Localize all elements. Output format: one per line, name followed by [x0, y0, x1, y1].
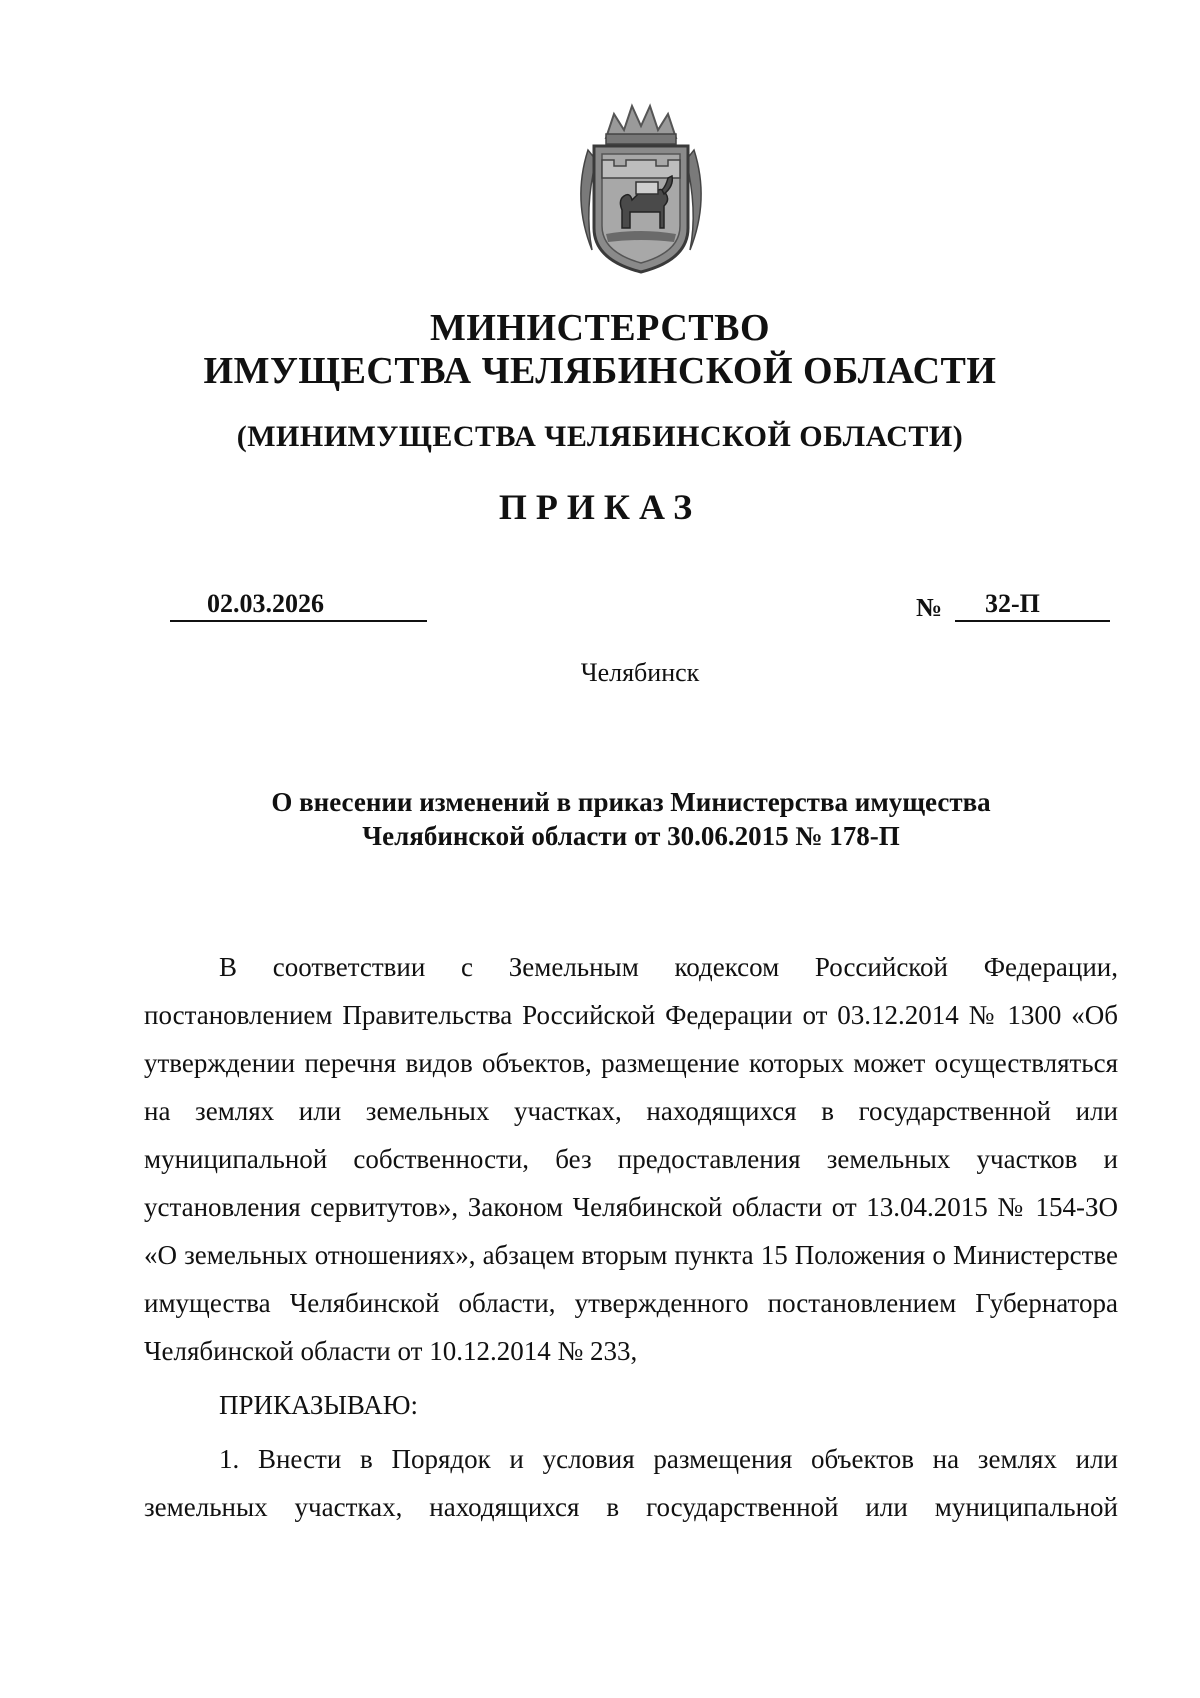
document-body	[144, 943, 1118, 1531]
document-subject	[0, 785, 1200, 853]
ministry-name-line2: ИМУЩЕСТВА ЧЕЛЯБИНСКОЙ ОБЛАСТИ	[203, 350, 997, 392]
order-word: ПРИКАЗЫВАЮ:	[219, 1390, 418, 1420]
ministry-short-name: (МИНИМУЩЕСТВА ЧЕЛЯБИНСКОЙ ОБЛАСТИ)	[236, 420, 964, 453]
document-number: 32-П	[955, 588, 1110, 622]
document-type-title: ПРИКАЗ	[498, 487, 702, 527]
document-date: 02.03.2026	[170, 588, 427, 622]
order-item-1: 1. Внести в Порядок и условия размещения объектов на землях или земельных участках, находящихся в государственной или муниципальной	[144, 1444, 1118, 1522]
subject-line1: О внесении изменений в приказ Министерства имущества	[271, 787, 991, 817]
number-sign: №	[916, 593, 943, 622]
subject-line2: Челябинской области от 30.06.2015 № 178-П	[362, 821, 900, 851]
issue-city: Челябинск	[580, 658, 700, 687]
preamble-paragraph: В соответствии с Земельным кодексом Российской Федерации, постановлением Правительства Российской Федерации от 03.12.2014 № 1300 «Об утверждении перечня видов объектов, размещение которых может осуществляться на землях или земельных участках, находящихся в государственной или муниципальной собственности, без предоставления земельных участков и установления сервитутов», Законом Челябинской области от 13.04.2015 № 154-ЗО «О земельных отношениях», абзацем вторым пункта 15 Положения о Министерстве имущества Челябинской области, утвержденного постановлением Губернатора Челябинской области от 10.12.2014 № 233,	[144, 952, 1118, 1366]
ministry-name-line1: МИНИСТЕРСТВО	[429, 307, 771, 349]
chelyabinsk-coat-of-arms-icon	[566, 100, 716, 278]
